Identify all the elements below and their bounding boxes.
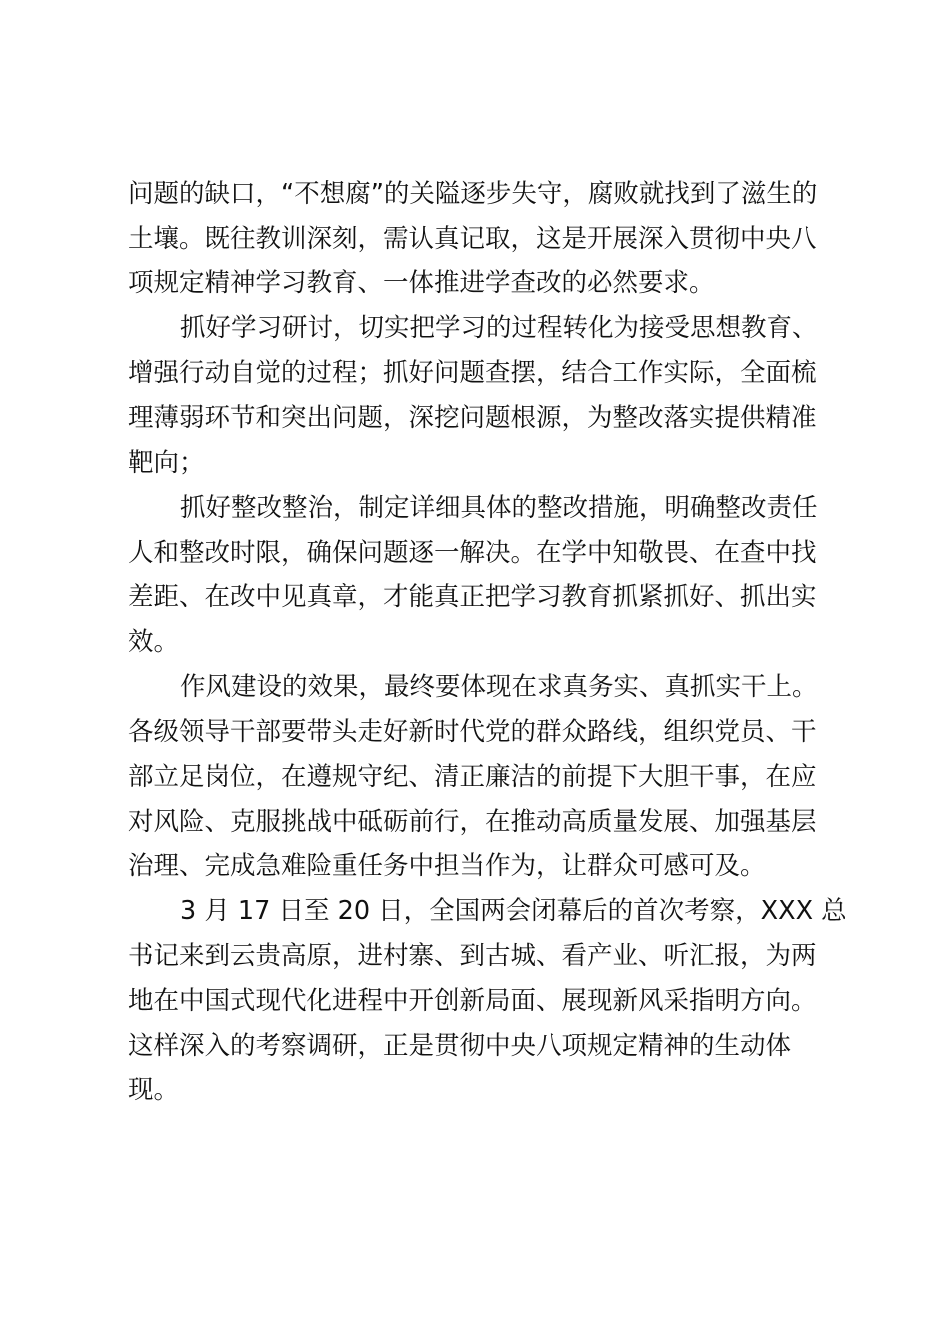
text-line-7: 靶向； — [128, 448, 205, 478]
text-line-15: 对风险、克服挑战中砥砺前行，在推动高质量发展、加强基层 — [128, 807, 817, 837]
text-line-11: 效。 — [128, 627, 180, 657]
text-line-16: 治理、完成急难险重任务中担当作为，让群众可感可及。 — [128, 851, 766, 881]
text-line-13: 各级领导干部要带头走好新时代党的群众路线，组织党员、干 — [128, 717, 817, 747]
text-line-9: 人和整改时限，确保问题逐一解决。在学中知敬畏、在查中找 — [128, 538, 817, 568]
text-line-2: 土壤。既往教训深刻，需认真记取，这是开展深入贯彻中央八 — [128, 224, 817, 254]
text-line-8: 抓好整改整治，制定详细具体的整改措施，明确整改责任 — [180, 493, 818, 523]
text-line-6: 理薄弱环节和突出问题，深挖问题根源，为整改落实提供精准 — [128, 403, 817, 433]
text-line-4: 抓好学习研讨，切实把学习的过程转化为接受思想教育、 — [180, 313, 818, 343]
text-line-14: 部立足岗位，在遵规守纪、清正廉洁的前提下大胆干事，在应 — [128, 762, 817, 792]
text-line-18: 书记来到云贵高原，进村寨、到古城、看产业、听汇报，为两 — [128, 941, 817, 971]
text-line-19: 地在中国式现代化进程中开创新局面、展现新风采指明方向。 — [128, 986, 817, 1016]
text-line-1: 问题的缺口，“不想腐”的关隘逐步失守，腐败就找到了滋生的 — [128, 179, 818, 209]
text-line-17: 3 月 17 日至 20 日，全国两会闭幕后的首次考察，XXX 总 — [180, 896, 847, 926]
text-line-5: 增强行动自觉的过程；抓好问题查摆，结合工作实际，全面梳 — [128, 358, 817, 388]
text-line-12: 作风建设的效果，最终要体现在求真务实、真抓实干上。 — [180, 672, 818, 702]
text-line-3: 项规定精神学习教育、一体推进学查改的必然要求。 — [128, 268, 715, 298]
text-line-21: 现。 — [128, 1075, 180, 1105]
text-line-20: 这样深入的考察调研，正是贯彻中央八项规定精神的生动体 — [128, 1031, 792, 1061]
text-line-10: 差距、在改中见真章，才能真正把学习教育抓紧抓好、抓出实 — [128, 582, 817, 612]
